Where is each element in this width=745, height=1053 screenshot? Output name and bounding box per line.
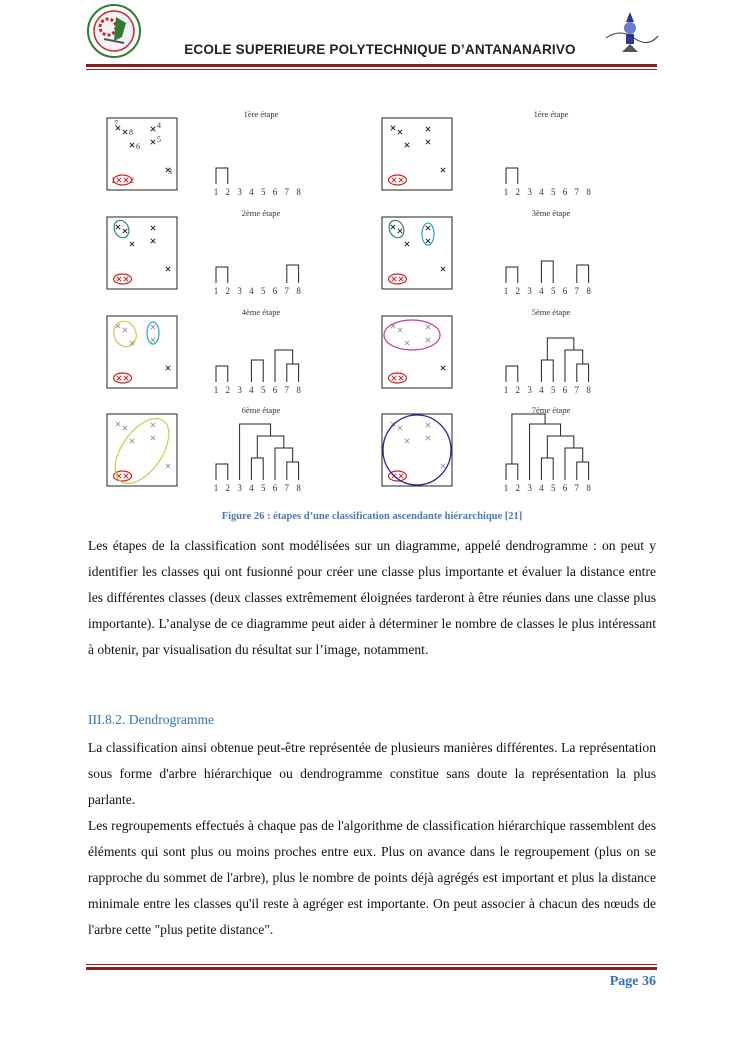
leaf-label: 5 (260, 187, 266, 197)
point-marker (392, 178, 396, 182)
cluster-ellipse-navy (383, 415, 451, 485)
leaf-label: 7 (284, 286, 290, 296)
point-marker (426, 325, 430, 329)
point-marker (123, 130, 127, 134)
dendrogram-link (506, 168, 518, 184)
leaf-label: 1 (503, 286, 509, 296)
leaf-label: 7 (574, 385, 580, 395)
dendrogram-link (506, 267, 518, 283)
footer-rule (86, 967, 657, 970)
point-marker (117, 178, 121, 182)
leaf-label: 3 (237, 483, 242, 493)
point-marker (405, 341, 409, 345)
leaf-label: 7 (284, 483, 290, 493)
leaf-label: 4 (249, 385, 254, 395)
point-marker (426, 127, 430, 131)
leaf-label: 4 (539, 286, 544, 296)
dendrogram-link (287, 462, 299, 480)
leaf-label: 3 (527, 286, 532, 296)
step-label: 1ère étape (243, 109, 279, 119)
point-marker (123, 328, 127, 332)
point-marker (441, 267, 445, 271)
point-marker (398, 130, 402, 134)
dendrogram-link (257, 436, 284, 458)
dendrogram-link (577, 265, 589, 283)
leaf-label: 2 (225, 385, 231, 395)
point-marker (151, 325, 155, 329)
point-marker (426, 338, 430, 342)
point-marker (398, 426, 402, 430)
leaf-label: 1 (213, 385, 219, 395)
dendrogram-link (547, 338, 574, 360)
step-label: 2ème étape (241, 208, 281, 218)
step-label: 3ème étape (531, 208, 571, 218)
cluster-ellipse-yellow (110, 318, 140, 350)
point-marker (124, 178, 128, 182)
cluster-ellipse-green (111, 218, 131, 240)
point-marker (441, 168, 445, 172)
point-marker (124, 474, 128, 478)
step-label: 4ème étape (241, 307, 281, 317)
leaf-label: 3 (527, 385, 532, 395)
dendrogram-link (512, 414, 545, 464)
point-marker (130, 439, 134, 443)
paragraph-2: La classification ainsi obtenue peut-être représentée de plusieurs manières différentes. La représentation sous forme d'arbre hiérarchique ou dendrogramme constitue sans doute la représentation la plus parlante. (88, 740, 656, 807)
point-marker (151, 423, 155, 427)
point-label: 4 (157, 121, 161, 130)
leaf-label: 8 (296, 483, 301, 493)
leaf-label: 1 (213, 483, 219, 493)
page-number: Page 36 (609, 974, 656, 989)
point-label: 3 (168, 167, 172, 176)
leaf-label: 1 (213, 187, 219, 197)
dendrogram-link (577, 462, 589, 480)
point-marker (166, 267, 170, 271)
leaf-label: 5 (550, 187, 556, 197)
dendrogram-link (275, 448, 293, 480)
leaf-label: 3 (527, 483, 532, 493)
point-marker (116, 225, 120, 229)
cluster-ellipse-magenta (384, 320, 440, 350)
leaf-label: 6 (272, 385, 278, 395)
cah-figure (100, 104, 640, 499)
leaf-label: 6 (562, 286, 568, 296)
leaf-label: 8 (296, 385, 301, 395)
leaf-label: 3 (527, 187, 532, 197)
leaf-label: 8 (586, 385, 591, 395)
section-heading: III.8.2. Dendrogramme (88, 712, 215, 727)
leaf-label: 5 (550, 385, 556, 395)
leaf-label: 1 (503, 187, 509, 197)
dendrogram-link (506, 464, 518, 480)
dendrogram-link (287, 265, 299, 283)
dendrogram-link (541, 261, 553, 283)
dendrogram-link (506, 366, 518, 382)
leaf-label: 5 (260, 286, 266, 296)
step-label: 6ème étape (241, 405, 281, 415)
cluster-ellipse-green (386, 218, 406, 240)
point-marker (405, 242, 409, 246)
dendrogram-link (275, 350, 293, 382)
leaf-label: 8 (296, 187, 301, 197)
dendrogram-link (577, 364, 589, 382)
leaf-label: 2 (515, 286, 521, 296)
dendrogram-link (565, 350, 583, 382)
step-label: 7ème étape (531, 405, 571, 415)
leaf-label: 6 (562, 483, 568, 493)
leaf-label: 4 (539, 483, 544, 493)
leaf-label: 2 (225, 483, 231, 493)
point-marker (392, 376, 396, 380)
point-marker (391, 126, 395, 130)
leaf-label: 7 (284, 385, 290, 395)
point-marker (405, 143, 409, 147)
dendrogram-link (287, 364, 299, 382)
leaf-label: 6 (272, 187, 278, 197)
figure-caption: Figure 26 : étapes d’une classification ascendante hiérarchique [21] (221, 511, 523, 522)
step-label: 1ère étape (533, 109, 569, 119)
point-marker (166, 366, 170, 370)
leaf-label: 5 (550, 286, 556, 296)
leaf-label: 6 (562, 187, 568, 197)
cluster-ellipse-red (114, 373, 132, 383)
cluster-ellipse-olive (104, 409, 179, 493)
leaf-label: 5 (550, 483, 556, 493)
leaf-label: 4 (249, 483, 254, 493)
cluster-ellipse-red (389, 274, 407, 284)
point-marker (426, 140, 430, 144)
point-marker (399, 178, 403, 182)
point-marker (426, 436, 430, 440)
dendrogram-link (530, 424, 561, 480)
leaf-label: 6 (272, 286, 278, 296)
leaf-label: 7 (574, 286, 580, 296)
dendrogram-link (251, 360, 263, 382)
leaf-label: 1 (213, 286, 219, 296)
school-logo (86, 3, 142, 59)
dendrogram-link (541, 458, 553, 480)
leaf-label: 2 (515, 483, 521, 493)
leaf-label: 6 (272, 483, 278, 493)
leaf-label: 2 (225, 187, 231, 197)
point-marker (426, 239, 430, 243)
leaf-label: 1 (503, 385, 509, 395)
paragraph-1: Les étapes de la classification sont modélisées sur un diagramme, appelé dendrogramme : on peut y identifier les classes qui ont fusionné pour créer une classe plus importante et évaluer la distance entre les différentes classes (deux classes extrêmement éloignées tarderont à être réunies dans une classe plus importante). L’analyse de ce diagramme peut aider à déterminer le nombre de classes le plus intéressant à obtenir, par visualisation du résultat sur l’image, notamment. (88, 538, 656, 657)
leaf-label: 7 (574, 483, 580, 493)
leaf-label: 2 (515, 385, 521, 395)
cluster-ellipse-red (389, 373, 407, 383)
point-marker (117, 376, 121, 380)
point-label: 1 (111, 176, 115, 185)
leaf-label: 3 (237, 385, 242, 395)
point-label: 7 (114, 119, 118, 128)
dendrogram-link (216, 168, 228, 184)
dendrogram-link (547, 436, 574, 458)
leaf-label: 7 (574, 187, 580, 197)
point-marker (151, 436, 155, 440)
point-marker (398, 328, 402, 332)
point-marker (441, 366, 445, 370)
dendrogram-link (240, 424, 271, 480)
step-label: 5ème étape (531, 307, 571, 317)
leaf-label: 7 (284, 187, 290, 197)
leaf-label: 4 (249, 286, 254, 296)
point-marker (130, 242, 134, 246)
point-label: 5 (157, 135, 161, 144)
dendrogram-link (565, 448, 583, 480)
point-marker (124, 376, 128, 380)
point-marker (151, 127, 155, 131)
leaf-label: 5 (260, 385, 266, 395)
leaf-label: 1 (503, 483, 509, 493)
point-marker (392, 277, 396, 281)
point-marker (116, 422, 120, 426)
point-marker (399, 376, 403, 380)
paragraph-3: Les regroupements effectués à chaque pas de l'algorithme de classification hiérarchique rassemblent des éléments qui sont plus ou moins proches entre eux. Plus on avance dans le regroupement (plus on se rapproche du sommet de l'arbre), plus le nombre de points déjà agrégés est important et plus la distance minimale entre les classes qu'il reste à agréger est importante. On peut associer à chacun des nœuds de l'arbre cette "plus petite distance". (88, 818, 656, 937)
point-marker (405, 439, 409, 443)
point-marker (123, 426, 127, 430)
point-marker (426, 423, 430, 427)
dendrogram-link (541, 360, 553, 382)
point-marker (426, 226, 430, 230)
point-marker (151, 226, 155, 230)
header-rule-thin (86, 69, 657, 70)
dendrogram-link (216, 464, 228, 480)
point-marker (399, 277, 403, 281)
dendrogram-link (216, 366, 228, 382)
leaf-label: 2 (515, 187, 521, 197)
leaf-label: 4 (539, 187, 544, 197)
point-marker (399, 474, 403, 478)
point-marker (117, 277, 121, 281)
leaf-label: 4 (249, 187, 254, 197)
point-label: 8 (129, 128, 133, 137)
cluster-ellipse-red (114, 274, 132, 284)
cluster-ellipse-red (114, 175, 132, 185)
leaf-label: 8 (586, 483, 591, 493)
leaf-label: 3 (237, 286, 242, 296)
point-marker (391, 225, 395, 229)
point-marker (398, 229, 402, 233)
header-rule (86, 64, 657, 67)
point-marker (151, 140, 155, 144)
dendrogram-link (251, 458, 263, 480)
footer-rule-thin (86, 964, 657, 965)
point-marker (151, 239, 155, 243)
point-marker (151, 338, 155, 342)
point-label: 6 (136, 142, 140, 151)
point-marker (130, 143, 134, 147)
leaf-label: 8 (586, 286, 591, 296)
leaf-label: 8 (296, 286, 301, 296)
cluster-ellipse-red (389, 175, 407, 185)
leaf-label: 4 (539, 385, 544, 395)
point-marker (123, 229, 127, 233)
point-marker (166, 464, 170, 468)
leaf-label: 6 (562, 385, 568, 395)
point-marker (124, 277, 128, 281)
dendrogram-link (216, 267, 228, 283)
leaf-label: 3 (237, 187, 242, 197)
point-marker (441, 464, 445, 468)
leaf-label: 5 (260, 483, 266, 493)
header-title: ECOLE SUPERIEURE POLYTECHNIQUE D’ANTANANARIVO (184, 42, 576, 57)
point-label: 2 (130, 176, 134, 185)
leaf-label: 8 (586, 187, 591, 197)
leaf-label: 2 (225, 286, 231, 296)
